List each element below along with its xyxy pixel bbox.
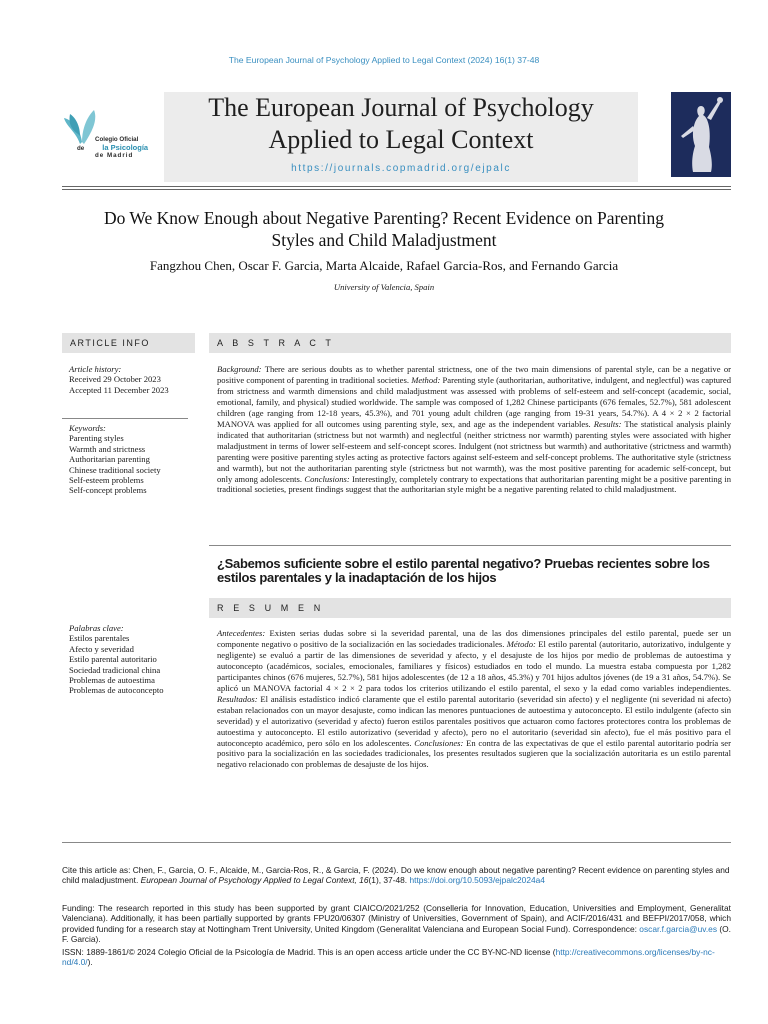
abstract-heading: A B S T R A C T [217, 338, 335, 348]
article-info-bar [62, 333, 195, 353]
keywords-block [69, 423, 195, 496]
resumen-resultados-text: El análisis estadístico indicó claramente que el estilo parental autoritario (severidad sin afecto) y el negligente (ni severidad ni afecto) estaban relacionados con un mayor desajuste, como indican las menores puntuaciones de autoestima y autoconcepto. El estilo indulgente (afecto sin severidad) y el autorizativo (severidad y afecto) fueron estilos parentales positivos que actuaron como factores protectores contra los problemas de autoestima y autoconcepto. El estilo autorizativo (severidad y afecto), pero no el autoritario (severidad sin afecto), fue el más positivo para el autoconcepto académico, pero sólo en los adolescentes. [217, 693, 731, 748]
paper-affiliation: University of Valencia, Spain [333, 282, 435, 292]
issn-text [62, 947, 731, 968]
doi-link[interactable]: https://doi.org/10.5093/ejpalc2024a4 [409, 875, 545, 886]
article-history [69, 364, 195, 395]
paper-title [40, 207, 728, 251]
resumen-metodo-text: El estilo parental (autoritario, autorizativo, indulgente y negligente) se evaluó a partir de las dimensiones de severidad y afecto, y el desajuste de los hijos por medio de problemas de autoestima y autoconcepto (académicos, sociales, emocionales, familiares y físicos) estudiados en todo el mundo. La muestra estaba compuesta por 1,282 participantes chinos (676 mujeres, 52.7%), 581 hijos adolescentes (de 12 a 18 años, 45.3%) y 701 hijos adultos jóvenes (de 19 a 31 años, 54.7%). Se aplicó un MANOVA factorial 4 × 2 × 2 para todos los criterios utilizando el estilo parental, el sexo y la edad como variables independientes. [217, 638, 731, 693]
abstract-divider [209, 545, 731, 546]
received-date: Received 29 October 2023 [69, 374, 161, 385]
journal-cover-image [671, 92, 731, 177]
palabra-item: Sociedad tradicional china [69, 664, 161, 675]
palabra-item: Estilo parental autoritario [69, 654, 157, 665]
palabra-item: Problemas de autoconcepto [69, 685, 164, 696]
keyword-item: Parenting styles [69, 433, 124, 444]
paper-title-line1: Do We Know Enough about Negative Parenting? Recent Evidence on Parenting [103, 208, 665, 228]
keyword-item: Chinese traditional society [69, 464, 161, 475]
journal-title-line1: The European Journal of Psychology [208, 93, 594, 122]
resumen-resultados-label: Resultados: [217, 693, 258, 704]
funding-post: (O. F. Garcia). [62, 923, 731, 945]
abstract-text [217, 364, 731, 495]
logo-line3: de Madrid [95, 152, 134, 159]
article-info-heading: ARTICLE INFO [70, 338, 150, 348]
cite-post: (1), 37-48. [368, 875, 410, 886]
issn-body: ISSN: 1889-1861/© 2024 Colegio Oficial de la Psicología de Madrid. This is an open access article under the CC BY-NC-ND license ( [62, 947, 556, 957]
keyword-item: Authoritarian parenting [69, 454, 150, 465]
side-divider [62, 418, 188, 419]
resumen-conclusiones-text: En contra de las expectativas de que el estilo parental autoritario podría ser positivo para la socialización en las sociedades tradicionales, los presentes resultados sugieren que la socialización autoritaria es un estilo parental negativo relacionado con problemas de desajuste de los hijos. [217, 737, 731, 770]
resumen-antecedentes-label: Antecedentes: [217, 628, 266, 638]
journal-title [164, 92, 638, 156]
keyword-item: Warmth and strictness [69, 443, 146, 454]
license-link[interactable]: http://creativecommons.org/licenses/by-nc-nd/4.0/ [62, 947, 715, 968]
resumen-text [217, 628, 731, 770]
logo-text [77, 136, 149, 160]
logo-line2a: de [77, 144, 85, 152]
palabras-label: Palabras clave: [69, 623, 124, 633]
abstract-conclusions-label: Conclusions: [304, 473, 350, 484]
paper-authors: Fangzhou Chen, Oscar F. Garcia, Marta Alcaide, Rafael Garcia-Ros, and Fernando Garcia [149, 258, 619, 273]
cite-journal: European Journal of Psychology Applied to Legal Context, 16 [140, 875, 369, 886]
abstract-method-text: Parenting style (authoritarian, authoritative, indulgent, and neglectful) was captured from strictness and warmth dimensions and child maladjustment was assessed with problems of self-esteem and self-concept (academic, social, emotional, family, and physical) studied worldwide. The sample was composed of 1,282 Chinese participants (676 females, 52.7%), 581 adolescent children (age ranging from 12-18 years, 45.3%), and 701 young adult children (age ranging from 19-31 years, 54.7%). A 4 × 2 × 2 factorial MANOVA was applied for all outcomes using parenting style, sex, and age as the independent variables. [217, 374, 731, 429]
resumen-conclusiones-label: Conclusiones: [414, 737, 464, 748]
issn-post: ). [87, 957, 93, 968]
header-rule-top [62, 186, 731, 187]
cite-pre: Cite this article as: Chen, F., Garcia, O. F., Alcaide, M., Garcia-Ros, R., & Garcia, F. (2024). Do we know enough about negative parenting? Recent evidence on parenting styles and child maladjustment. [62, 865, 730, 886]
resumen-metodo-label: Método: [506, 638, 536, 649]
journal-reference: The European Journal of Psychology Applied to Legal Context (2024) 16(1) 37-48 [228, 55, 540, 65]
abstract-results-text: The statistical analysis plainly indicated that authoritarian (strictness but not warmth) and neglectful (neither strictness nor warmth) parenting styles were associated with higher maladjustment in terms of lower self-esteem and self-concept scores. Indulgent (not strictness but warmth) and authoritative (strictness and warmth) parenting were positive parenting styles acting as protective factors against self-esteem and self-concept problems. The authoritative style (strictness and warmth), but not the authoritarian parenting style (strictness but not warmth), was the most positive parenting for academic self-concept, but only among adolescents. [217, 418, 732, 484]
footer-divider [62, 842, 731, 843]
palabra-item: Problemas de autoestima [69, 675, 155, 686]
abstract-conclusions-text: Interestingly, completely contrary to expectations that authoritarian parenting might be a positive parenting in traditional societies, present findings suggest that the authoritarian style might be a negative parenting related to child maladjustment. [217, 473, 732, 495]
citation-text [62, 865, 731, 886]
logo-line2b: la Psicología [102, 142, 149, 152]
palabra-item: Estilos parentales [69, 633, 130, 644]
palabra-item: Afecto y severidad [69, 643, 134, 654]
header-rule-bottom [62, 189, 731, 190]
keywords-label: Keywords: [69, 423, 106, 433]
accepted-date: Accepted 11 December 2023 [69, 384, 169, 395]
keyword-item: Self-concept problems [69, 485, 147, 496]
journal-title-line2: Applied to Legal Context [268, 125, 534, 154]
funding-text [62, 903, 731, 945]
abstract-background-label: Background: [217, 364, 262, 374]
funding-body: Funding: The research reported in this study has been supported by grant CIAICO/2021/252 (Conselleria for Innovation, Education, Universities and Employment, Generalitat Valenciana). Additionally, it has been partially supported by grants FPU20/06307 (Ministry of Universities, Government of Spain), and ACIF/2016/431 and BEFPI/2017/058, which provided funding for a research stay at Nottingham Trent University, United Kingdom (Generalitat Valenciana and European Social Fund). Correspondence: [62, 903, 731, 934]
abstract-bar [209, 333, 731, 353]
justice-statue-icon [671, 92, 731, 177]
email-link[interactable]: oscar.f.garcia@uv.es [639, 923, 718, 934]
abstract-results-label: Results: [593, 418, 622, 429]
resumen-antecedentes-text: Existen serias dudas sobre si la severidad parental, una de las dos dimensiones principales del estilo parental, puede ser un componente negativo o positivo de la socialización en las sociedades tradicionales. [217, 628, 731, 649]
paper-title-line2: Styles and Child Maladjustment [271, 230, 497, 250]
logo-line1: Colegio Oficial [95, 136, 139, 143]
keyword-item: Self-esteem problems [69, 475, 144, 486]
spanish-title: ¿Sabemos suficiente sobre el estilo parental negativo? Pruebas recientes sobre los estilos parentales y la inadaptación de los hijos [217, 556, 710, 585]
abstract-method-label: Method: [411, 374, 441, 385]
resumen-bar [209, 598, 731, 618]
resumen-heading: R E S U M E N [217, 603, 324, 613]
history-label: Article history: [69, 364, 122, 374]
palabras-block [69, 623, 195, 696]
journal-url[interactable]: https://journals.copmadrid.org/ejpalc [291, 163, 511, 174]
abstract-background-text: There are serious doubts as to whether parental strictness, one of the two main dimensions of parental style, can be a negative or positive component of parenting in traditional societies. [217, 364, 731, 385]
